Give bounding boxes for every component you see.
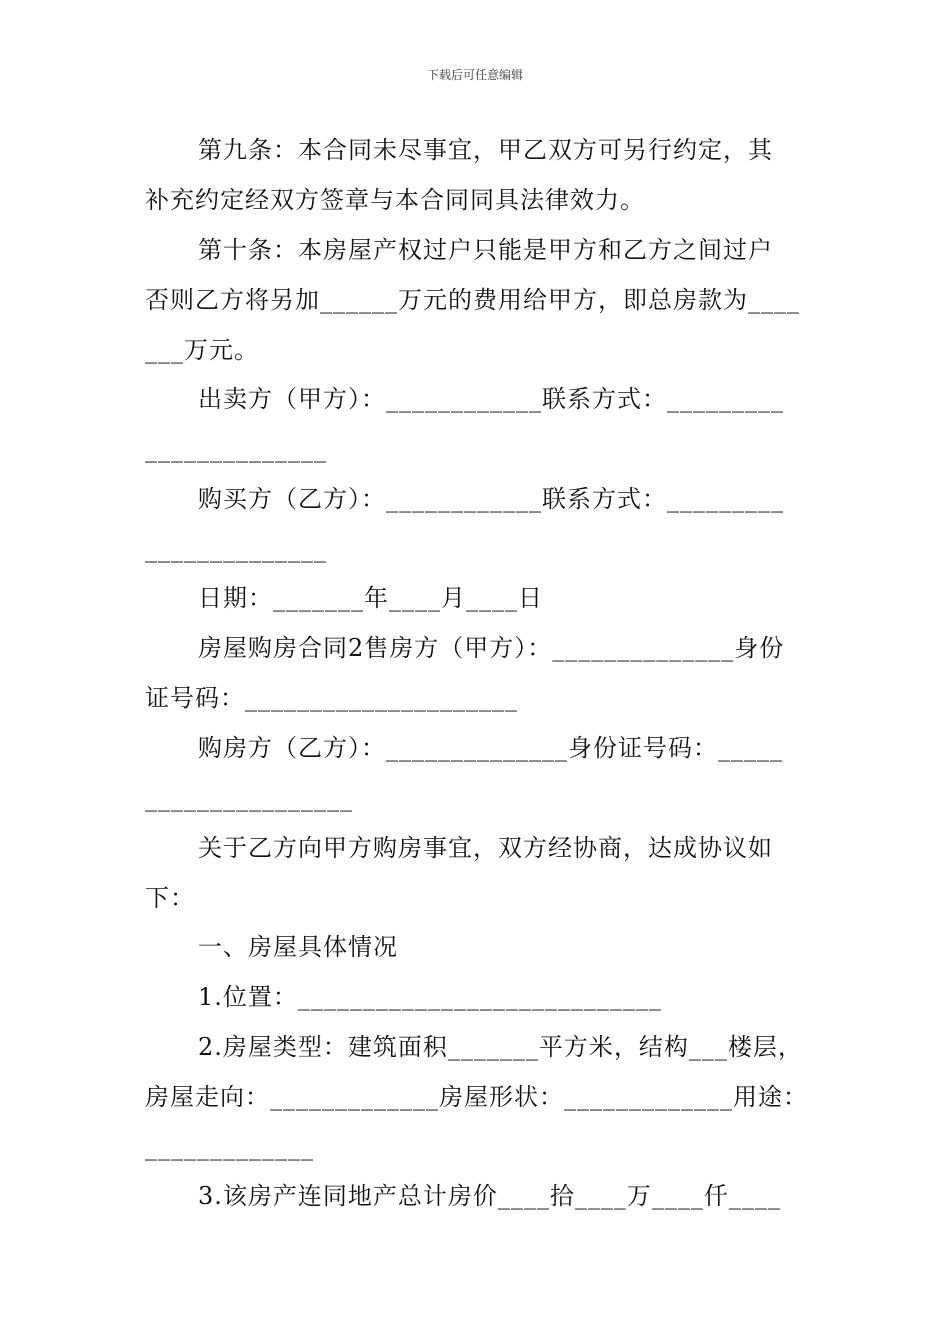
buyer-line: 购买方（乙方）：____________联系方式：_________	[198, 485, 784, 513]
contract2-seller-line: 房屋购房合同2售房方（甲方）：______________身份	[198, 634, 785, 662]
agreement-intro-line-2: 下：	[145, 884, 195, 912]
section-1-heading: 一、房屋具体情况	[198, 933, 398, 961]
item-2-type-line-1: 2.房屋类型：建筑面积_______平方米，结构___楼层，	[198, 1033, 803, 1061]
page-header: 下载后可任意编辑	[426, 68, 523, 82]
item-3-price-line: 3.该房产连同地产总计房价____拾____万____仟____	[198, 1182, 781, 1210]
item-2-type-line-3: _____________	[145, 1133, 314, 1161]
article-10-line-2: 否则乙方将另加______万元的费用给甲方，即总房款为____	[145, 286, 800, 314]
article-9-line-2: 补充约定经双方签章与本合同同具法律效力。	[145, 186, 645, 214]
buyer-line-cont: ______________	[145, 535, 327, 563]
article-9-line-1: 第九条：本合同未尽事宜，甲乙双方可另行约定，其	[198, 136, 773, 164]
contract2-seller-id-line: 证号码：_____________________	[145, 684, 518, 712]
seller-line: 出卖方（甲方）：____________联系方式：_________	[198, 385, 784, 413]
item-2-type-line-2: 房屋走向：_____________房屋形状：_____________用途：	[145, 1083, 808, 1111]
agreement-intro-line-1: 关于乙方向甲方购房事宜，双方经协商，达成协议如	[198, 834, 773, 862]
contract2-buyer-line: 购房方（乙方）：______________身份证号码：_____	[198, 734, 783, 762]
article-10-line-1: 第十条：本房屋产权过户只能是甲方和乙方之间过户	[198, 236, 773, 264]
contract2-buyer-id-line: ________________	[145, 784, 353, 812]
article-10-line-3: ___万元。	[145, 336, 259, 364]
date-line: 日期：_______年____月____日	[198, 584, 543, 612]
seller-line-cont: ______________	[145, 435, 327, 463]
item-1-location: 1.位置：____________________________	[198, 983, 662, 1011]
